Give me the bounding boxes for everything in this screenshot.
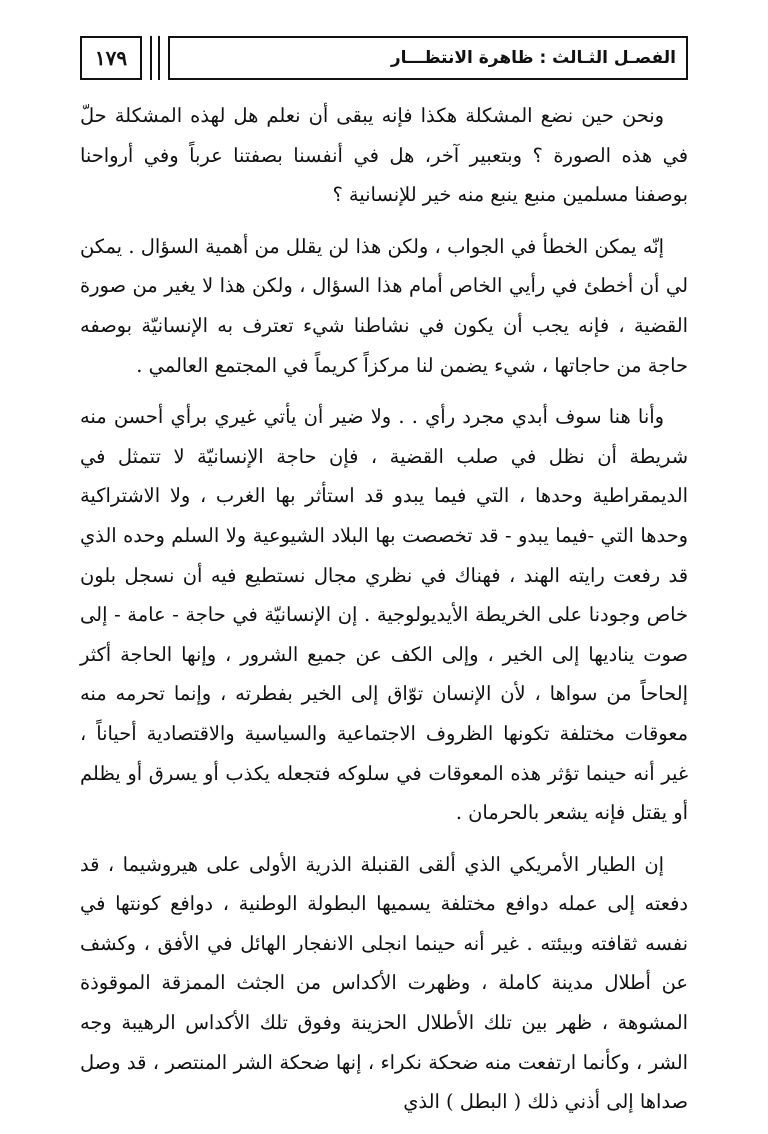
header-rule: [158, 36, 160, 80]
page-number: ١٧٩: [80, 36, 142, 80]
header-rule: [150, 36, 152, 80]
paragraph: ونحن حين نضع المشكلة هكذا فإنه يبقى أن نعلم هل لهذه المشكلة حلّ في هذه الصورة ؟ وبتعبير آخر، هل في أنفسنا بصفتنا عرباً وفي أرواحنا بوصفنا مسلمين منبع ينبع منه خير للإنسانية ؟: [80, 104, 688, 207]
running-header: [80, 36, 688, 80]
paragraph: وأنا هنا سوف أبدي مجرد رأي . . ولا ضير أن يأتي غيري برأي أحسن منه شريطة أن نظل في صلب القضية ، فإن حاجة الإنسانيّة لا تتمثل في الديمقراطية وحدها ، التي فيما يبدو قد استأثر بها الغرب ، ولا الاشتراكية وحدها التي -فيما يبدو - قد تخصصت بها البلاد الشيوعية ولا السلم وحده الذي قد رفعت رايته الهند ، فهناك في نظري مجال نستطيع فيه أن نسجل بلون خاص وجودنا على الخريطة الأيديولوجية . إن الإنسانيّة في حاجة - عامة - إلى صوت يناديها إلى الخير ، وإلى الكف عن جميع الشرور ، وإنها الحاجة أكثر إلحاحاً من سواها ، لأن الإنسان توّاق إلى الخير بفطرته ، وإنما تحرمه منه معوقات مختلفة تكونها الظروف الاجتماعية والسياسية والاقتصادية أحياناً ، غير أنه حينما تؤثر هذه المعوقات في سلوكه فتجعله يكذب أو يسرق أو يظلم أو يقتل فإنه يشعر بالحرمان .: [80, 405, 688, 825]
body-text: [80, 96, 688, 1134]
paragraph: إن الطيار الأمريكي الذي ألقى القنبلة الذرية الأولى على هيروشيما ، قد دفعته إلى عمله دوافع مختلفة يسميها البطولة الوطنية ، دوافع كونتها في نفسه ثقافته وبيئته . غير أنه حينما انجلى الانفجار الهائل في الأفق ، وكشف عن أطلال مدينة كاملة ، وظهرت الأكداس من الجثث الممزقة الموقوذة المشوهة ، ظهر بين تلك الأطلال الحزينة وفوق تلك الأكداس الرهيبة وجه الشر ، وكأنما ارتفعت منه ضحكة نكراء ، إنها ضحكة الشر المنتصر ، قد وصل صداها إلى أذني ذلك ( البطل ) الذي: [80, 852, 688, 1114]
chapter-title: الفصـل الثـالث : ظاهرة الانتظـــار: [168, 36, 688, 80]
paragraph: إنّه يمكن الخطأ في الجواب ، ولكن هذا لن يقلل من أهمية السؤال . يمكن لي أن أخطئ في رأيي الخاص أمام هذا السؤال ، ولكن هذا لا يغير من صورة القضية ، فإنه يجب أن يكون في نشاطنا شيء تعترف به الإنسانيّة بوصفه حاجة من حاجاتها ، شيء يضمن لنا مركزاً كريماً في المجتمع العالمي .: [80, 234, 688, 377]
